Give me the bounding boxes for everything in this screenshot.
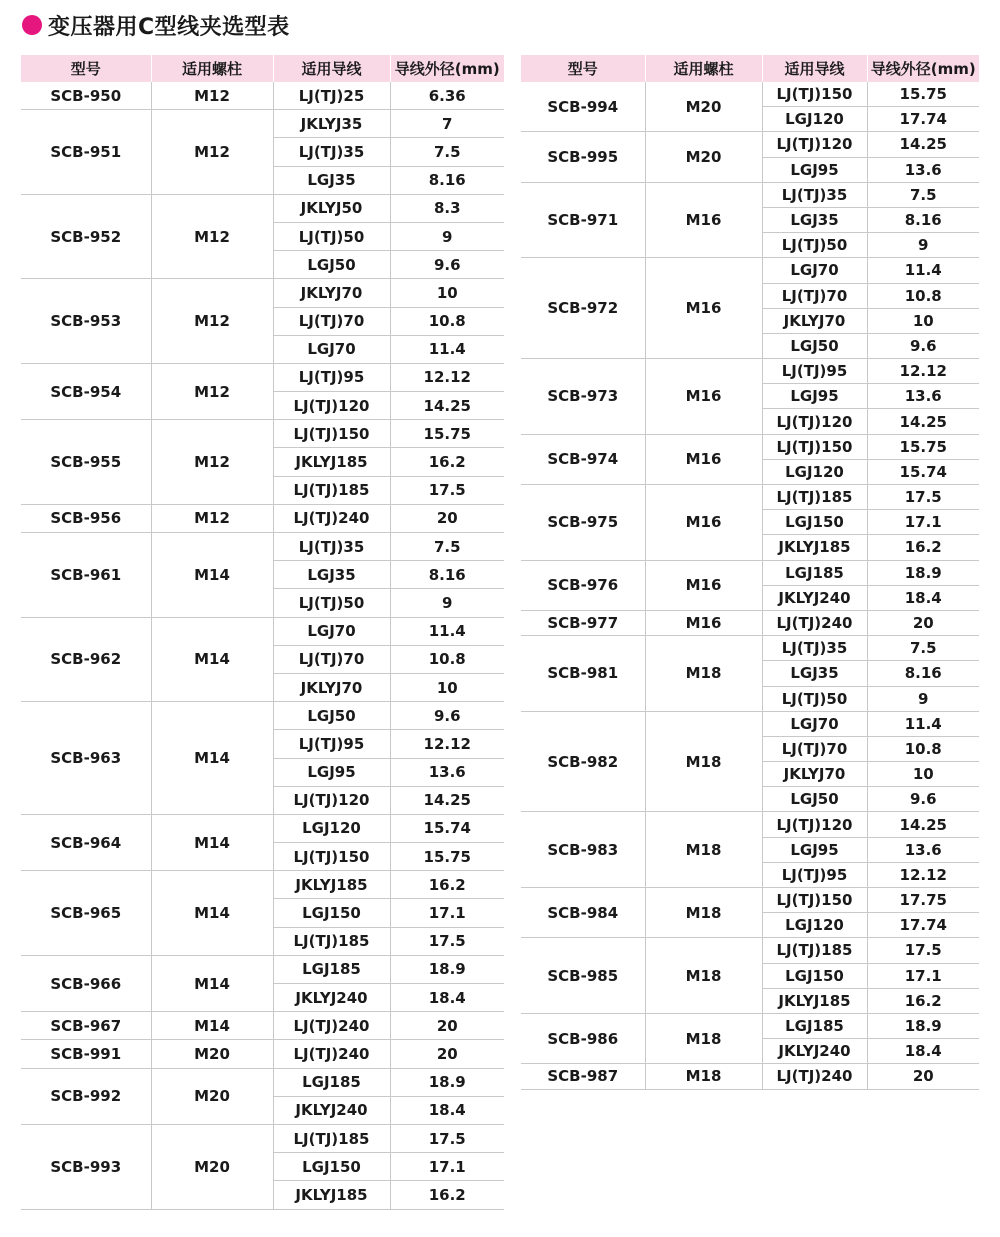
cell-wire: LGJ120: [762, 913, 867, 938]
cell-wire: LJ(TJ)240: [273, 504, 390, 532]
table-row: [21, 871, 504, 899]
cell-stud: M20: [645, 132, 762, 182]
cell-wire: LGJ150: [273, 1153, 390, 1181]
cell-wire: JKLYJ240: [762, 1039, 867, 1064]
cell-model: SCB-966: [21, 955, 151, 1011]
cell-diameter: 9: [390, 222, 504, 250]
cell-model: SCB-964: [21, 814, 151, 870]
cell-diameter: 17.75: [867, 888, 979, 913]
cell-stud: M14: [151, 533, 273, 618]
cell-diameter: 8.16: [867, 207, 979, 232]
cell-diameter: 18.9: [867, 1013, 979, 1038]
cell-wire: LJ(TJ)120: [762, 812, 867, 837]
header-wire: 适用导线: [273, 55, 390, 82]
cell-model: SCB-982: [521, 711, 645, 812]
cell-stud: M18: [645, 636, 762, 712]
cell-model: SCB-984: [521, 888, 645, 938]
cell-wire: LGJ70: [273, 335, 390, 363]
cell-diameter: 13.6: [390, 758, 504, 786]
cell-stud: M18: [645, 1064, 762, 1089]
table-row: [21, 814, 504, 842]
table-row: [21, 1040, 504, 1068]
cell-diameter: 10: [390, 673, 504, 701]
cell-stud: M20: [645, 82, 762, 132]
cell-model: SCB-981: [521, 636, 645, 712]
cell-wire: JKLYJ185: [273, 448, 390, 476]
cell-diameter: 14.25: [867, 132, 979, 157]
cell-model: SCB-975: [521, 485, 645, 561]
table-row: [21, 363, 504, 391]
cell-wire: JKLYJ70: [273, 279, 390, 307]
cell-wire: LJ(TJ)35: [762, 182, 867, 207]
cell-diameter: 8.3: [390, 194, 504, 222]
cell-wire: LGJ70: [762, 711, 867, 736]
cell-wire: LJ(TJ)35: [762, 636, 867, 661]
cell-diameter: 18.4: [867, 585, 979, 610]
cell-model: SCB-967: [21, 1012, 151, 1040]
header-diameter: 导线外径(mm): [390, 55, 504, 82]
cell-wire: LJ(TJ)185: [762, 938, 867, 963]
table-row: [521, 610, 979, 635]
cell-wire: LGJ185: [273, 955, 390, 983]
cell-wire: LGJ185: [273, 1068, 390, 1096]
cell-diameter: 17.74: [867, 913, 979, 938]
cell-diameter: 13.6: [867, 384, 979, 409]
cell-wire: LGJ35: [273, 561, 390, 589]
cell-wire: LJ(TJ)70: [273, 307, 390, 335]
cell-diameter: 10.8: [390, 645, 504, 673]
cell-wire: LGJ35: [273, 166, 390, 194]
header-stud: 适用螺柱: [151, 55, 273, 82]
cell-wire: LGJ185: [762, 560, 867, 585]
cell-model: SCB-961: [21, 533, 151, 618]
cell-diameter: 16.2: [867, 988, 979, 1013]
selection-table-right: [521, 55, 979, 1090]
cell-wire: LJ(TJ)50: [273, 222, 390, 250]
cell-wire: LJ(TJ)240: [762, 1064, 867, 1089]
cell-model: SCB-953: [21, 279, 151, 364]
cell-diameter: 18.9: [390, 1068, 504, 1096]
cell-stud: M16: [645, 182, 762, 258]
cell-diameter: 11.4: [390, 617, 504, 645]
cell-diameter: 9: [867, 686, 979, 711]
cell-diameter: 7.5: [867, 636, 979, 661]
cell-diameter: 14.25: [867, 812, 979, 837]
cell-model: SCB-956: [21, 504, 151, 532]
cell-diameter: 7.5: [867, 182, 979, 207]
table-row: [21, 1068, 504, 1096]
page-title: [22, 8, 290, 42]
cell-diameter: 15.74: [390, 814, 504, 842]
cell-wire: LJ(TJ)50: [762, 686, 867, 711]
cell-wire: LJ(TJ)150: [762, 82, 867, 107]
cell-model: SCB-986: [521, 1013, 645, 1063]
table-header: [21, 55, 504, 82]
cell-model: SCB-985: [521, 938, 645, 1014]
cell-wire: LGJ95: [762, 837, 867, 862]
cell-diameter: 20: [867, 1064, 979, 1089]
cell-wire: LJ(TJ)50: [273, 589, 390, 617]
cell-stud: M16: [645, 610, 762, 635]
cell-wire: LJ(TJ)70: [762, 736, 867, 761]
cell-wire: JKLYJ70: [762, 308, 867, 333]
cell-wire: LJ(TJ)35: [273, 533, 390, 561]
cell-diameter: 18.4: [390, 984, 504, 1012]
cell-model: SCB-991: [21, 1040, 151, 1068]
cell-diameter: 17.5: [390, 927, 504, 955]
cell-model: SCB-955: [21, 420, 151, 505]
cell-model: SCB-971: [521, 182, 645, 258]
cell-diameter: 14.25: [867, 409, 979, 434]
cell-stud: M18: [645, 812, 762, 888]
cell-diameter: 8.16: [867, 661, 979, 686]
cell-stud: M12: [151, 504, 273, 532]
cell-model: SCB-952: [21, 194, 151, 279]
cell-wire: LJ(TJ)95: [762, 359, 867, 384]
cell-diameter: 7.5: [390, 533, 504, 561]
page-title-text: 变压器用C型线夹选型表: [48, 14, 290, 40]
table-row: [21, 504, 504, 532]
cell-diameter: 15.74: [867, 459, 979, 484]
cell-model: SCB-974: [521, 434, 645, 484]
cell-diameter: 17.5: [390, 476, 504, 504]
cell-diameter: 14.25: [390, 392, 504, 420]
header-stud: 适用螺柱: [645, 55, 762, 82]
cell-diameter: 8.16: [390, 561, 504, 589]
cell-diameter: 9.6: [390, 251, 504, 279]
cell-diameter: 10.8: [867, 736, 979, 761]
cell-model: SCB-993: [21, 1124, 151, 1209]
table-row: [521, 434, 979, 459]
cell-wire: LGJ95: [762, 157, 867, 182]
cell-model: SCB-950: [21, 82, 151, 110]
table-row: [21, 420, 504, 448]
cell-wire: JKLYJ70: [762, 762, 867, 787]
selection-table-left: [21, 55, 504, 1210]
cell-wire: JKLYJ185: [762, 535, 867, 560]
table-row: [521, 812, 979, 837]
cell-stud: M18: [645, 1013, 762, 1063]
cell-wire: LJ(TJ)50: [762, 233, 867, 258]
cell-wire: JKLYJ185: [273, 1181, 390, 1209]
cell-wire: LJ(TJ)95: [273, 730, 390, 758]
table-row: [521, 485, 979, 510]
cell-wire: JKLYJ240: [273, 1096, 390, 1124]
cell-diameter: 11.4: [867, 711, 979, 736]
cell-model: SCB-995: [521, 132, 645, 182]
cell-diameter: 10: [390, 279, 504, 307]
cell-diameter: 7: [390, 110, 504, 138]
header-model: 型号: [21, 55, 151, 82]
cell-wire: LGJ50: [273, 702, 390, 730]
cell-wire: JKLYJ240: [273, 984, 390, 1012]
cell-wire: LJ(TJ)240: [273, 1040, 390, 1068]
cell-wire: LJ(TJ)95: [762, 862, 867, 887]
cell-stud: M14: [151, 814, 273, 870]
cell-diameter: 12.12: [867, 862, 979, 887]
cell-model: SCB-977: [521, 610, 645, 635]
table-row: [521, 359, 979, 384]
cell-wire: LGJ35: [762, 207, 867, 232]
cell-diameter: 18.4: [390, 1096, 504, 1124]
cell-model: SCB-976: [521, 560, 645, 610]
cell-diameter: 12.12: [390, 363, 504, 391]
table-row: [21, 533, 504, 561]
cell-stud: M12: [151, 82, 273, 110]
cell-model: SCB-962: [21, 617, 151, 702]
cell-stud: M18: [645, 888, 762, 938]
cell-wire: LJ(TJ)185: [273, 1124, 390, 1152]
cell-diameter: 16.2: [390, 448, 504, 476]
cell-wire: JKLYJ35: [273, 110, 390, 138]
cell-diameter: 10: [867, 308, 979, 333]
cell-stud: M14: [151, 955, 273, 1011]
cell-diameter: 11.4: [390, 335, 504, 363]
table-body: [21, 82, 504, 1209]
cell-wire: LGJ70: [762, 258, 867, 283]
table-header: [521, 55, 979, 82]
cell-wire: LGJ50: [762, 333, 867, 358]
cell-wire: LJ(TJ)25: [273, 82, 390, 110]
cell-stud: M14: [151, 617, 273, 702]
bullet-dot-icon: [22, 15, 42, 35]
cell-wire: JKLYJ185: [762, 988, 867, 1013]
cell-stud: M16: [645, 434, 762, 484]
cell-diameter: 13.6: [867, 157, 979, 182]
cell-diameter: 15.75: [867, 434, 979, 459]
cell-diameter: 20: [390, 504, 504, 532]
cell-diameter: 17.5: [867, 485, 979, 510]
cell-wire: LJ(TJ)70: [273, 645, 390, 673]
cell-wire: LJ(TJ)95: [273, 363, 390, 391]
cell-wire: LJ(TJ)35: [273, 138, 390, 166]
cell-diameter: 10.8: [390, 307, 504, 335]
cell-model: SCB-983: [521, 812, 645, 888]
header-diameter: 导线外径(mm): [867, 55, 979, 82]
cell-model: SCB-987: [521, 1064, 645, 1089]
cell-diameter: 15.75: [390, 420, 504, 448]
cell-stud: M14: [151, 871, 273, 956]
cell-diameter: 18.4: [867, 1039, 979, 1064]
cell-diameter: 20: [390, 1012, 504, 1040]
table-row: [21, 955, 504, 983]
cell-diameter: 15.75: [390, 843, 504, 871]
cell-wire: JKLYJ240: [762, 585, 867, 610]
cell-wire: LGJ120: [273, 814, 390, 842]
table-row: [521, 258, 979, 283]
table-row: [21, 1012, 504, 1040]
cell-wire: JKLYJ185: [273, 871, 390, 899]
cell-wire: LJ(TJ)120: [762, 409, 867, 434]
cell-wire: LJ(TJ)185: [273, 476, 390, 504]
cell-wire: LJ(TJ)185: [762, 485, 867, 510]
cell-wire: JKLYJ50: [273, 194, 390, 222]
cell-diameter: 17.74: [867, 107, 979, 132]
cell-stud: M16: [645, 258, 762, 359]
table-row: [521, 1064, 979, 1089]
table-row: [521, 711, 979, 736]
cell-wire: LGJ50: [762, 787, 867, 812]
cell-wire: JKLYJ70: [273, 673, 390, 701]
table-row: [521, 938, 979, 963]
cell-model: SCB-992: [21, 1068, 151, 1124]
cell-wire: LGJ185: [762, 1013, 867, 1038]
cell-stud: M12: [151, 363, 273, 419]
cell-stud: M20: [151, 1068, 273, 1124]
cell-diameter: 17.5: [867, 938, 979, 963]
cell-stud: M14: [151, 702, 273, 815]
cell-diameter: 18.9: [390, 955, 504, 983]
cell-diameter: 17.1: [867, 510, 979, 535]
cell-diameter: 12.12: [390, 730, 504, 758]
cell-stud: M12: [151, 110, 273, 195]
table-row: [21, 617, 504, 645]
table-body: [521, 82, 979, 1089]
cell-diameter: 10.8: [867, 283, 979, 308]
cell-wire: LJ(TJ)150: [762, 434, 867, 459]
cell-wire: LGJ95: [273, 758, 390, 786]
cell-stud: M12: [151, 194, 273, 279]
cell-model: SCB-965: [21, 871, 151, 956]
cell-wire: LGJ150: [762, 963, 867, 988]
cell-diameter: 17.1: [867, 963, 979, 988]
cell-wire: LGJ50: [273, 251, 390, 279]
cell-diameter: 11.4: [867, 258, 979, 283]
cell-diameter: 17.5: [390, 1124, 504, 1152]
cell-wire: LJ(TJ)120: [273, 786, 390, 814]
cell-diameter: 14.25: [390, 786, 504, 814]
cell-diameter: 9: [390, 589, 504, 617]
table-row: [21, 702, 504, 730]
cell-diameter: 13.6: [867, 837, 979, 862]
cell-wire: LJ(TJ)120: [273, 392, 390, 420]
cell-stud: M20: [151, 1124, 273, 1209]
table-row: [521, 132, 979, 157]
header-row: [521, 55, 979, 82]
cell-stud: M20: [151, 1040, 273, 1068]
table-row: [21, 110, 504, 138]
cell-wire: LJ(TJ)185: [273, 927, 390, 955]
cell-wire: LJ(TJ)240: [273, 1012, 390, 1040]
cell-diameter: 9.6: [867, 333, 979, 358]
table-row: [521, 82, 979, 107]
cell-wire: LGJ120: [762, 107, 867, 132]
table-row: [21, 82, 504, 110]
cell-diameter: 17.1: [390, 899, 504, 927]
cell-wire: LJ(TJ)150: [273, 420, 390, 448]
table-row: [21, 279, 504, 307]
cell-model: SCB-954: [21, 363, 151, 419]
cell-diameter: 17.1: [390, 1153, 504, 1181]
cell-diameter: 18.9: [867, 560, 979, 585]
header-row: [21, 55, 504, 82]
cell-stud: M16: [645, 485, 762, 561]
cell-wire: LGJ70: [273, 617, 390, 645]
cell-diameter: 20: [390, 1040, 504, 1068]
cell-wire: LGJ35: [762, 661, 867, 686]
table-row: [521, 888, 979, 913]
cell-diameter: 10: [867, 762, 979, 787]
cell-wire: LJ(TJ)150: [273, 843, 390, 871]
table-row: [521, 560, 979, 585]
table-row: [521, 182, 979, 207]
cell-model: SCB-994: [521, 82, 645, 132]
cell-diameter: 16.2: [867, 535, 979, 560]
cell-diameter: 9: [867, 233, 979, 258]
cell-diameter: 20: [867, 610, 979, 635]
cell-wire: LGJ150: [762, 510, 867, 535]
table-row: [521, 1013, 979, 1038]
header-model: 型号: [521, 55, 645, 82]
cell-wire: LJ(TJ)70: [762, 283, 867, 308]
cell-stud: M18: [645, 938, 762, 1014]
cell-diameter: 9.6: [867, 787, 979, 812]
cell-diameter: 16.2: [390, 1181, 504, 1209]
cell-stud: M14: [151, 1012, 273, 1040]
cell-stud: M12: [151, 420, 273, 505]
cell-wire: LJ(TJ)240: [762, 610, 867, 635]
table-row: [521, 636, 979, 661]
cell-diameter: 15.75: [867, 82, 979, 107]
cell-diameter: 16.2: [390, 871, 504, 899]
cell-model: SCB-972: [521, 258, 645, 359]
cell-model: SCB-951: [21, 110, 151, 195]
cell-stud: M16: [645, 359, 762, 435]
cell-diameter: 8.16: [390, 166, 504, 194]
cell-wire: LGJ150: [273, 899, 390, 927]
cell-stud: M18: [645, 711, 762, 812]
cell-stud: M16: [645, 560, 762, 610]
cell-model: SCB-963: [21, 702, 151, 815]
cell-wire: LGJ120: [762, 459, 867, 484]
cell-diameter: 7.5: [390, 138, 504, 166]
table-row: [21, 1124, 504, 1152]
cell-diameter: 12.12: [867, 359, 979, 384]
cell-wire: LGJ95: [762, 384, 867, 409]
cell-model: SCB-973: [521, 359, 645, 435]
cell-diameter: 6.36: [390, 82, 504, 110]
table-row: [21, 194, 504, 222]
cell-diameter: 9.6: [390, 702, 504, 730]
header-wire: 适用导线: [762, 55, 867, 82]
cell-wire: LJ(TJ)120: [762, 132, 867, 157]
cell-wire: LJ(TJ)150: [762, 888, 867, 913]
cell-stud: M12: [151, 279, 273, 364]
